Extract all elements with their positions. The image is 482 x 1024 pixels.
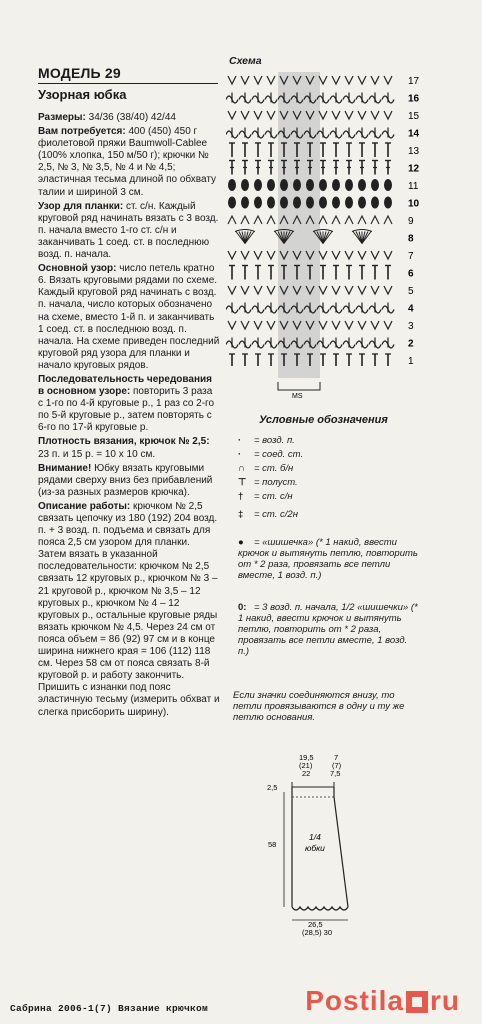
dim-bottom-sub: (28,5) 30 <box>302 928 333 937</box>
dim-top-right: 7 <box>334 753 339 762</box>
para-text: ст. с/н. Каждый круговой ряд начинать вязать с 3 возд. п. начала вместо 1-го ст. с/н и заканчивать 1 соед. ст. в последнюю возд. п. начала. <box>38 200 219 261</box>
postila-logo <box>305 985 460 1017</box>
bobble-icon: ● <box>238 537 244 548</box>
chart-row-14 <box>226 128 394 139</box>
row-number: 8 <box>408 233 414 245</box>
dim-top-right-sub2: 7,5 <box>330 769 341 778</box>
skirt-right-edge <box>334 797 348 907</box>
row-number: 12 <box>408 163 420 175</box>
row-number: 7 <box>408 251 414 262</box>
chart-row-6 <box>229 266 391 280</box>
treble-crochet-icon: ‡ <box>238 509 244 520</box>
para-label: Описание работы: <box>38 500 131 512</box>
row-number: 1 <box>408 356 414 367</box>
text-column <box>38 66 220 721</box>
row-number: 16 <box>408 93 420 105</box>
dim-bottom: 26,5 <box>308 920 323 929</box>
legend-text: = соед. ст. <box>254 449 304 460</box>
row-number: 4 <box>408 303 414 315</box>
para-description <box>38 501 220 719</box>
chart-row-10 <box>228 197 392 209</box>
crochet-chart <box>226 70 426 400</box>
chart-row-12 <box>229 161 391 175</box>
chart-row-11 <box>228 179 392 191</box>
legend-text: = ст. с/2н <box>254 509 298 520</box>
legend-text: = полуст. <box>254 477 298 488</box>
dim-height: 58 <box>268 840 277 849</box>
row-number: 9 <box>408 216 414 227</box>
half-double-icon: ⊤ <box>238 477 247 488</box>
para-materials <box>38 126 220 199</box>
para-label: Плотность вязания, крючок № 2,5: <box>38 436 210 448</box>
center-label-2: юбки <box>305 843 325 853</box>
para-text: повторить 3 раза с 1-го по 4-й круговые р., 1 раз со 2-го по 5-й круговые р., затем повторять с 6-го по 17-й круговые р. <box>38 386 215 434</box>
para-sequence <box>38 374 220 434</box>
legend-text: = ст. с/н <box>254 491 293 502</box>
para-text: 34/36 (38/40) 42/44 <box>85 112 176 123</box>
dim-top-left-sub2: 22 <box>302 769 311 778</box>
schema-label: Схема <box>229 55 262 67</box>
logo-box-icon <box>406 991 428 1013</box>
model-subtitle: Узорная юбка <box>38 87 127 102</box>
ms-label: MS <box>292 393 303 400</box>
legend-item-bobble <box>238 537 418 581</box>
chart-row-16 <box>226 93 394 104</box>
legend-item-dc <box>238 491 418 502</box>
para-band-pattern <box>38 201 220 261</box>
row-number: 11 <box>408 181 419 192</box>
para-attention <box>38 463 220 499</box>
para-text: Юбку вязать круговыми рядами сверху вниз без прибавлений (из-за разных размеров крючка). <box>38 462 213 498</box>
row-number: 6 <box>408 268 414 280</box>
model-title: МОДЕЛЬ 29 <box>38 65 121 81</box>
row-number: 15 <box>408 111 420 122</box>
row-number: 3 <box>408 321 414 332</box>
para-label: Вам потребуется: <box>38 126 126 138</box>
para-label: Внимание! <box>38 462 92 474</box>
single-crochet-icon: ∩ <box>238 463 245 474</box>
row-number: 13 <box>408 146 420 157</box>
para-main-pattern <box>38 263 220 372</box>
para-label: Узор для планки: <box>38 200 124 212</box>
center-label: 1/4 <box>309 832 321 842</box>
para-label: Основной узор: <box>38 263 117 275</box>
para-text: число петель кратно 6. Вязать круговыми рядами по схеме. Каждый круговой ряд начинать с возд. п. начала, число которых обозначено на схеме, вместо 1-й п. и заканчивать 1 соед. ст. в последнюю возд. п. начала. На схеме приведен последний круговой ряд узора для планки и начало круговых рядов. <box>38 263 220 371</box>
dim-band: 2,5 <box>267 783 278 792</box>
chart-row-1 <box>229 354 391 366</box>
dim-top-left-sub: (21) <box>299 761 313 770</box>
legend-title: Условные обозначения <box>259 414 388 426</box>
dim-top-right-sub: (7) <box>332 761 342 770</box>
para-label: Размеры: <box>38 112 86 123</box>
skirt-pattern-diagram <box>262 752 372 937</box>
chart-row-13 <box>229 143 391 157</box>
legend-text: = 3 возд. п. начала, 1/2 «шишечки» (* 1 накид, ввести крючок и вытянуть петлю, повторить от * 2 раза, провязать все петли вместе, 1 возд. п.) <box>238 602 418 657</box>
legend-item-half-bobble <box>238 602 418 657</box>
row-number: 10 <box>408 198 420 210</box>
half-bobble-icon: 0: <box>238 602 247 613</box>
legend-text: = ст. б/н <box>254 463 294 474</box>
para-text: 400 (450) 450 г фиолетовой пряжи Baumwoll-Cablee (100% хлопка, 150 м/50 г); крючки № 2,5, № 3, № 3,5, № 4 и № 4,5; эластичная тесьма длиной по обхвату талии и шириной 3 см. <box>38 126 217 198</box>
double-crochet-icon: † <box>238 491 244 502</box>
logo-text-right: ru <box>430 985 460 1016</box>
schema-area <box>229 55 429 67</box>
para-sizes <box>38 112 220 124</box>
legend-text: = «шишечка» (* 1 накид, ввести крючок и вытянуть петлю, повторить от * 2 раза, провязать все петли вместе, 1 возд. п.) <box>238 537 418 581</box>
legend-item-sc <box>238 463 418 474</box>
title-rule <box>38 83 218 84</box>
legend-item-hdc <box>238 477 418 488</box>
legend-item-chain <box>238 435 418 446</box>
para-text: 23 п. и 15 р. = 10 х 10 см. <box>38 448 156 460</box>
logo-text-left: Postila <box>305 985 404 1016</box>
legend-item-tr <box>238 509 418 520</box>
row-number: 5 <box>408 286 414 297</box>
ms-bracket <box>278 382 320 390</box>
chart-row-4 <box>226 303 394 314</box>
chain-icon: · <box>238 435 242 446</box>
para-text: крючком № 2,5 связать цепочку из 180 (192) 204 возд. п. + 3 возд. п. подъема и связать для пояса 2,5 см узором для планки. Затем вязать в указанной последовательности: крючком № 2,5 связать 12 круговых р., крючком № 3 – 21 круговой р., крючком № 3,5 – 12 круговых р., крючком № 4 – 12 круговых р., остальные круговые ряды вязать крючком № 4,5. Через 24 см от пояса объем = 86 (92) 97 см и в конце ширина нижнего края = 106 (112) 118 см. Через 58 см от пояса связать 8-й круговой р. и работу закончить. Пришить с изнанки под пояс эластичную тесьму (измерить обхват и слегка присборить ширину). <box>38 500 220 718</box>
footer-credit: Сабрина 2006-1(7) Вязание крючком <box>10 1003 209 1014</box>
chart-row-2 <box>226 338 394 349</box>
slip-stitch-icon: · <box>238 449 242 460</box>
para-gauge <box>38 436 220 460</box>
row-number: 14 <box>408 128 420 140</box>
scalloped-hem <box>292 907 348 910</box>
chart-note: Если значки соединяются внизу, то петли провязываются в одну и ту же петлю основания. <box>233 690 405 723</box>
dim-top-left: 19,5 <box>299 753 314 762</box>
row-number: 17 <box>408 76 420 87</box>
legend-item-slip <box>238 449 418 460</box>
legend-text: = возд. п. <box>254 435 295 446</box>
para-label: Последовательность чередования в основном узоре: <box>38 373 212 398</box>
row-number: 2 <box>408 338 414 350</box>
